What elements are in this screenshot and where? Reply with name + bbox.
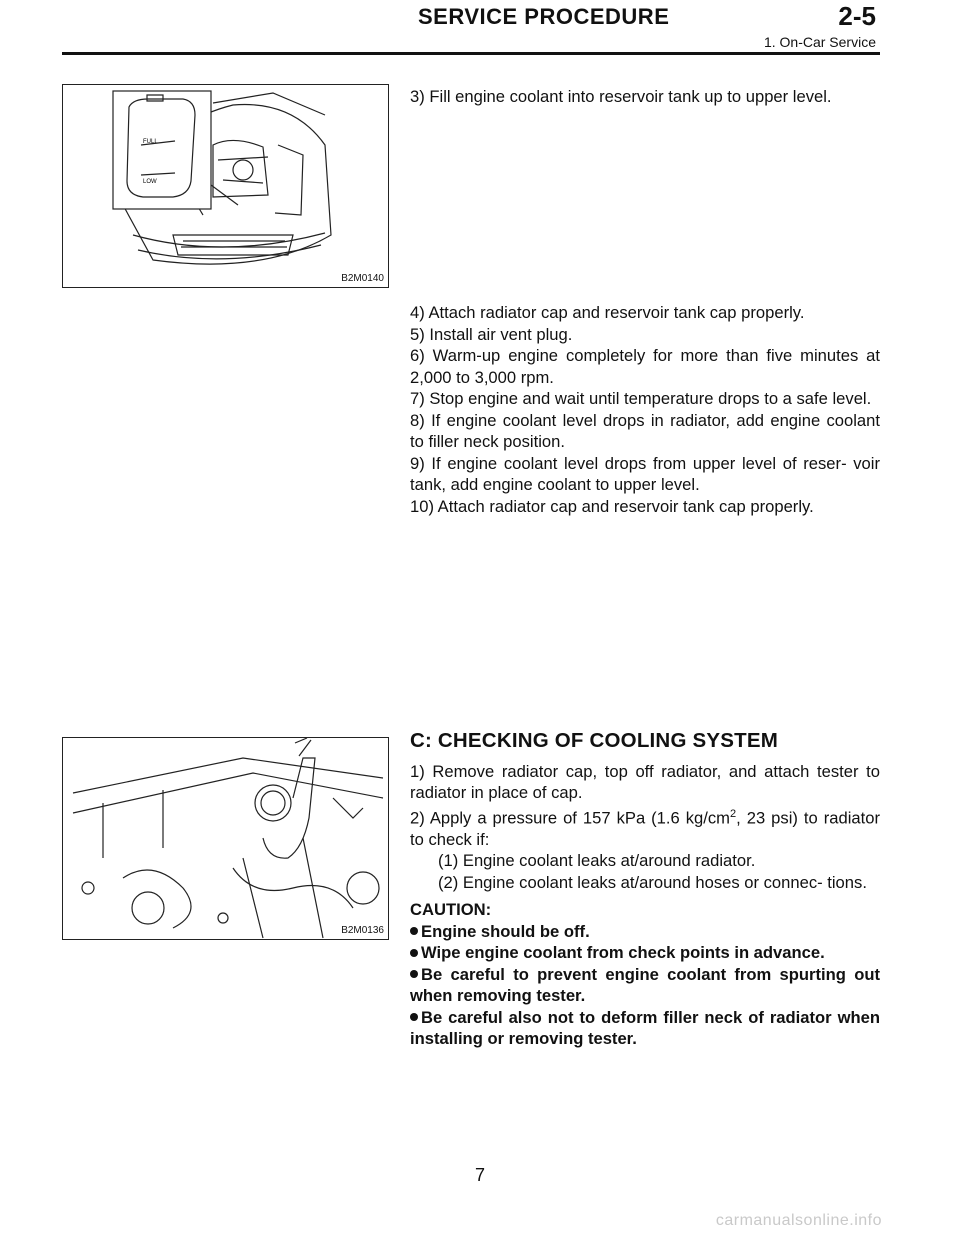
step-9: 9) If engine coolant level drops from upper level of reser- voir tank, add engine coolant to upper level. xyxy=(410,453,880,494)
caution-text: Engine should be off. xyxy=(421,921,590,941)
check-step-1: 1) Remove radiator cap, top off radiator, and attach tester to radiator in place of cap. xyxy=(410,761,880,802)
callout-full: FULL xyxy=(143,139,158,145)
caution-item xyxy=(410,942,880,964)
superscript: 2 xyxy=(730,807,737,820)
step-6: 6) Warm-up engine completely for more than five minutes at 2,000 to 3,000 rpm. xyxy=(410,346,880,387)
header-rule xyxy=(62,52,880,55)
caution-item xyxy=(410,1007,880,1050)
watermark: carmanualsonline.info xyxy=(715,1212,882,1229)
check-step-2 xyxy=(410,804,880,851)
bullet-dot-icon xyxy=(410,927,418,935)
step-3: 3) Fill engine coolant into reservoir tank up to upper level. xyxy=(410,87,832,106)
caution-text: Be careful to prevent engine coolant from spurting out when removing tester. xyxy=(410,964,880,1006)
section-code: 2-5 xyxy=(838,1,876,31)
caution-title: CAUTION: xyxy=(410,900,492,920)
bullet-dot-icon xyxy=(410,970,418,978)
header-title: SERVICE PROCEDURE xyxy=(418,4,670,29)
figure-label: B2M0140 xyxy=(341,273,384,284)
steps-block-a xyxy=(410,86,880,108)
step-4: 4) Attach radiator cap and reservoir tank cap properly. xyxy=(410,303,805,322)
callout-low: LOW xyxy=(143,179,157,185)
figure-reservoir-tank xyxy=(62,84,389,288)
check-step-2-text-end: , 23 psi) to radiator to check if: xyxy=(410,808,880,849)
figure-pressure-tester xyxy=(62,737,389,940)
section-checking-cooling-system xyxy=(410,730,880,1050)
step-7: 7) Stop engine and wait until temperature drops to a safe level. xyxy=(410,389,872,408)
section-heading: C: CHECKING OF COOLING SYSTEM xyxy=(410,729,778,752)
steps-block-b xyxy=(410,302,880,517)
check-step-2-text: 2) Apply a pressure of 157 kPa (1.6 kg/cm xyxy=(410,808,730,828)
step-10: 10) Attach radiator cap and reservoir tank cap properly. xyxy=(410,496,814,516)
bullet-dot-icon xyxy=(410,1013,418,1021)
step-8: 8) If engine coolant level drops in radiator, add engine coolant to filler neck position. xyxy=(410,410,880,451)
bullet-dot-icon xyxy=(410,949,418,957)
step-5: 5) Install air vent plug. xyxy=(410,324,573,344)
caution-item xyxy=(410,921,880,943)
section-subtitle: 1. On-Car Service xyxy=(763,34,876,50)
caution-text: Be careful also not to deform filler neck of radiator when installing or removing tester. xyxy=(410,1007,880,1049)
check-substep-2: (2) Engine coolant leaks at/around hoses or connec- tions. xyxy=(438,872,867,892)
engine-bay-illustration xyxy=(63,85,388,287)
figure-label: B2M0136 xyxy=(341,925,384,936)
page-number: 7 xyxy=(474,1165,485,1185)
caution-item xyxy=(410,964,880,1007)
check-substep-1: (1) Engine coolant leaks at/around radiator. xyxy=(438,851,756,871)
caution-text: Wipe engine coolant from check points in advance. xyxy=(421,943,825,963)
radiator-tester-illustration xyxy=(63,738,388,939)
